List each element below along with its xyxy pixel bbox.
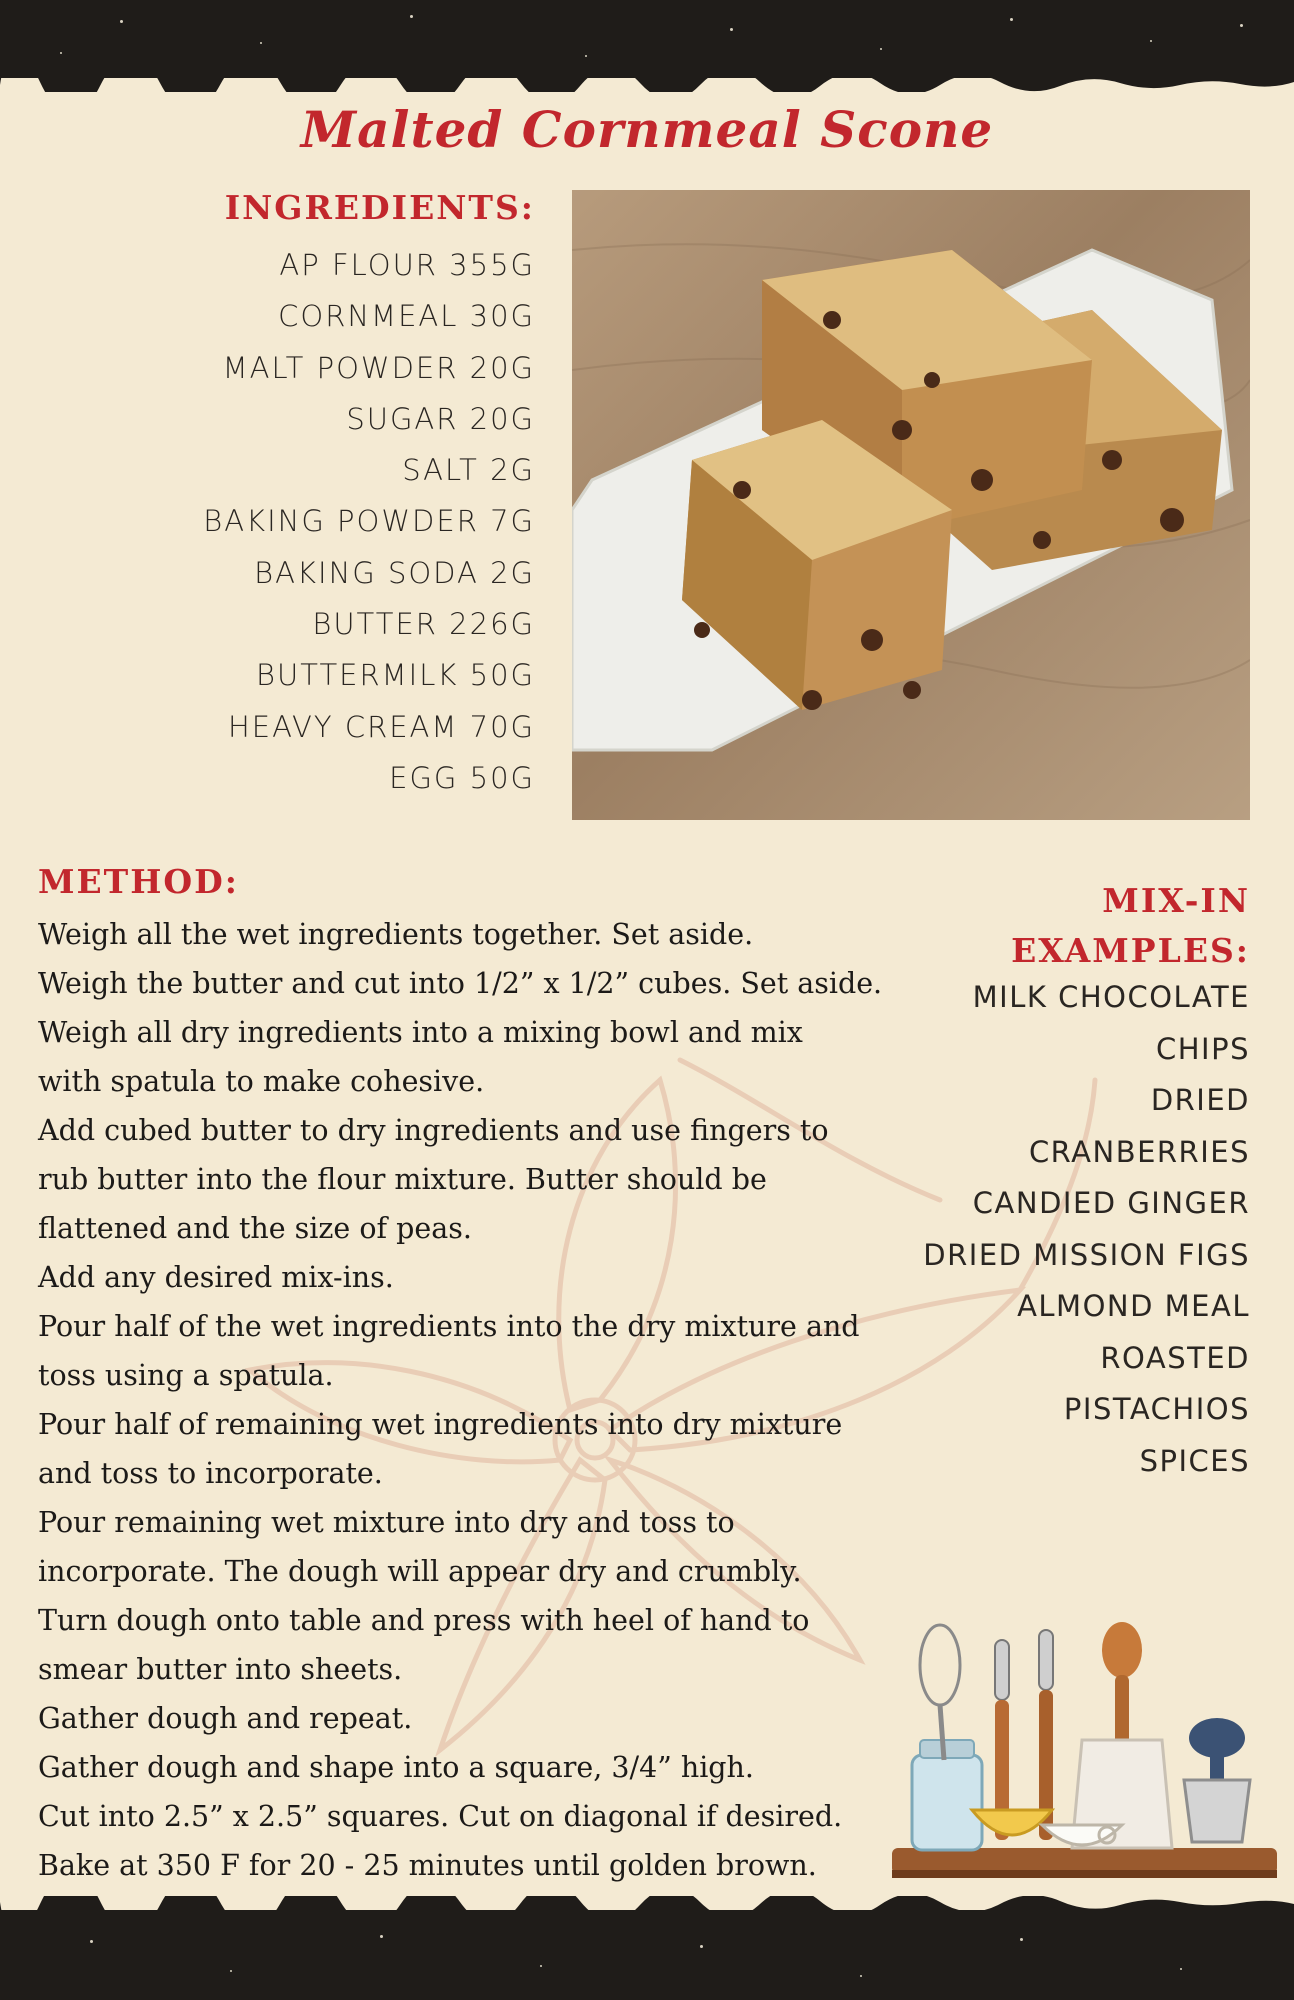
method-line: smear butter into sheets. <box>38 1653 403 1686</box>
method-line: Weigh all the wet ingredients together. Set aside. <box>38 918 754 951</box>
recipe-title: Malted Cornmeal Scone <box>300 100 994 159</box>
mixin-item: ROASTED PISTACHIOS <box>1063 1340 1250 1426</box>
method-line: Gather dough and shape into a square, 3/4” high. <box>38 1751 754 1784</box>
ingredient-item: BUTTER 226G <box>312 607 535 642</box>
ingredient-item: SALT 2G <box>402 453 535 488</box>
ingredient-item: BUTTERMILK 50G <box>256 658 535 693</box>
mixins-heading-line1: MIX-IN <box>1102 881 1250 920</box>
method-line: Add any desired mix-ins. <box>38 1261 394 1294</box>
method-line: Pour remaining wet mixture into dry and toss to <box>38 1506 735 1539</box>
method-line: toss using a spatula. <box>38 1359 334 1392</box>
baking-tools-illustration <box>892 1620 1277 1890</box>
mixin-item: DRIED CRANBERRIES <box>1028 1083 1250 1169</box>
ingredients-heading: INGREDIENTS: <box>224 188 535 227</box>
top-border-band <box>0 0 1294 78</box>
scone-photo <box>572 190 1250 820</box>
method-line: Weigh all dry ingredients into a mixing bowl and mix <box>38 1016 803 1049</box>
method-line: Pour half of remaining wet ingredients into dry mixture <box>38 1408 843 1441</box>
ingredient-item: HEAVY CREAM 70G <box>227 709 535 744</box>
method-steps <box>38 910 938 1890</box>
mixin-item: ALMOND MEAL <box>1017 1289 1250 1323</box>
ingredient-item: AP FLOUR 355G <box>279 248 535 282</box>
ingredient-item: CORNMEAL 30G <box>278 299 535 334</box>
method-line: Weigh the butter and cut into 1/2” x 1/2” cubes. Set aside. <box>38 967 883 1000</box>
method-line: incorporate. The dough will appear dry and crumbly. <box>38 1555 802 1588</box>
method-line: Bake at 350 F for 20 - 25 minutes until golden brown. <box>38 1849 817 1882</box>
method-line: flattened and the size of peas. <box>38 1212 472 1245</box>
method-line: with spatula to make cohesive. <box>38 1065 485 1098</box>
mixin-item: SPICES <box>1139 1443 1250 1478</box>
mixin-item: MILK CHOCOLATE CHIPS <box>972 980 1250 1066</box>
bottom-border-band <box>0 1910 1294 2000</box>
method-heading: METHOD: <box>38 862 239 901</box>
mixins-heading <box>920 876 1250 976</box>
mixins-list <box>920 972 1250 1487</box>
method-line: Gather dough and repeat. <box>38 1702 413 1735</box>
ingredient-item: MALT POWDER 20G <box>222 350 535 385</box>
method-line: and toss to incorporate. <box>38 1457 383 1490</box>
mixins-heading-line2: EXAMPLES: <box>1011 931 1250 970</box>
mixin-item: DRIED MISSION FIGS <box>923 1237 1250 1272</box>
ingredient-item: BAKING POWDER 7G <box>203 504 535 539</box>
ingredient-item: EGG 50G <box>389 760 535 795</box>
method-line: Pour half of the wet ingredients into the dry mixture and <box>38 1310 860 1343</box>
method-line: rub butter into the flour mixture. Butter should be <box>38 1163 767 1196</box>
method-line: Add cubed butter to dry ingredients and use fingers to <box>38 1114 829 1147</box>
method-line: Cut into 2.5” x 2.5” squares. Cut on diagonal if desired. <box>38 1800 843 1833</box>
mixin-item: CANDIED GINGER <box>972 1186 1250 1220</box>
ingredients-list <box>140 240 535 804</box>
method-line: Turn dough onto table and press with heel of hand to <box>38 1604 810 1637</box>
ingredient-item: BAKING SODA 2G <box>254 555 535 590</box>
ingredient-item: SUGAR 20G <box>346 401 535 436</box>
